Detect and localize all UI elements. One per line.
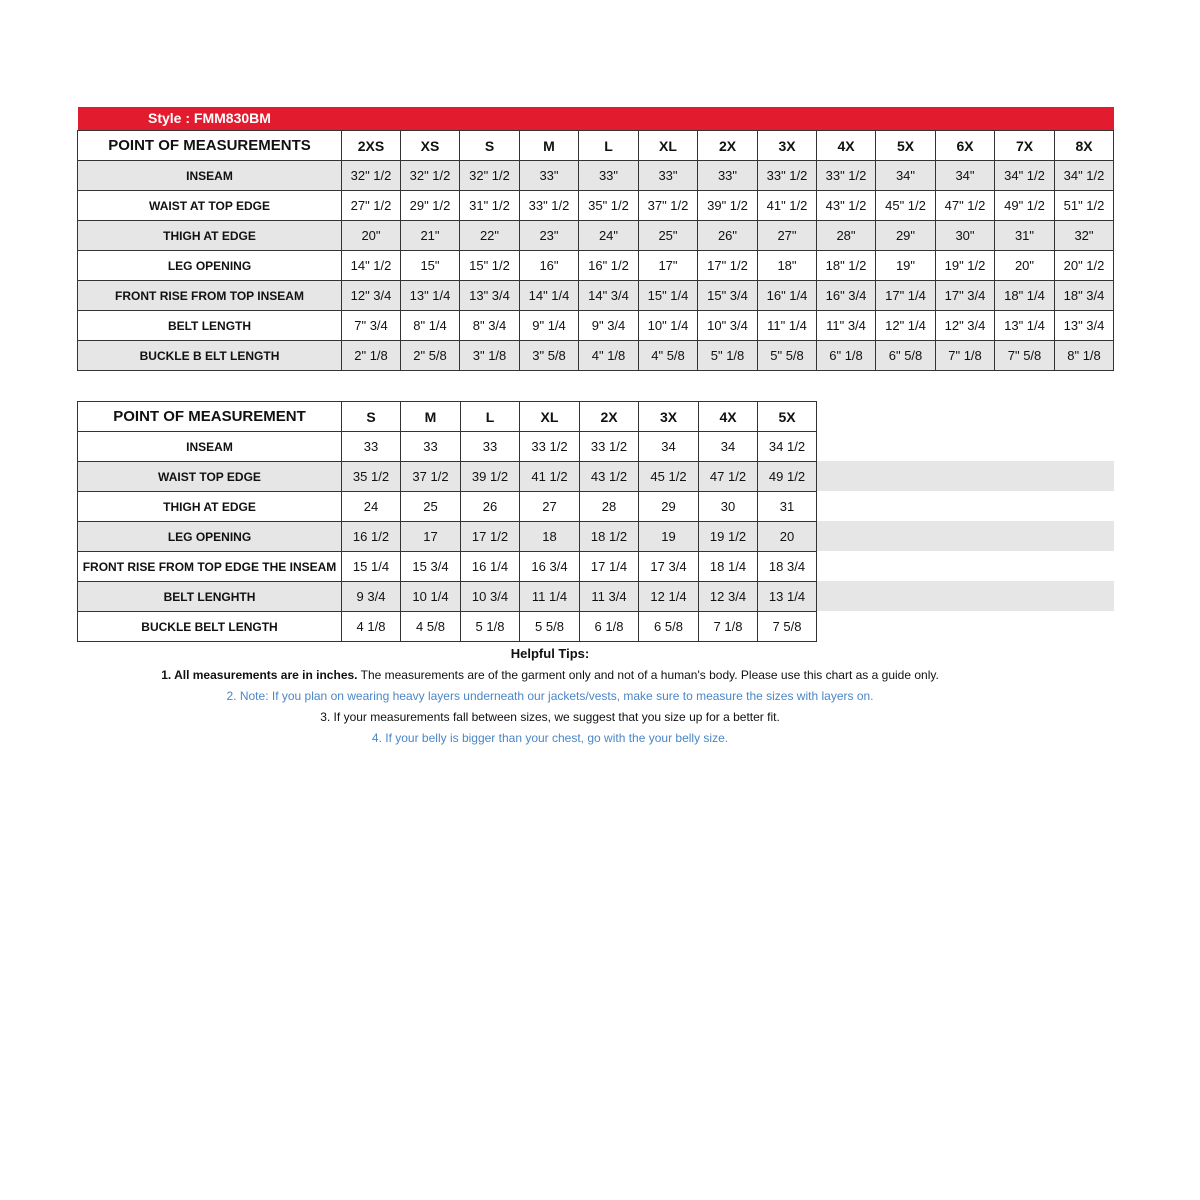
column-header-measurement: POINT OF MEASUREMENTS	[78, 131, 342, 161]
measurement-cell: 24"	[579, 221, 639, 251]
column-header-size: XS	[401, 131, 460, 161]
measurement-cell: 12 3/4	[699, 582, 758, 612]
tip-1-rest: The measurements are of the garment only and not of a human's body. Please use this chart as a guide only.	[357, 668, 939, 682]
measurement-cell: 33" 1/2	[520, 191, 579, 221]
column-header-measurement: POINT OF MEASUREMENT	[78, 402, 342, 432]
measurement-cell: 33" 1/2	[758, 161, 817, 191]
measurement-cell: 9" 3/4	[579, 311, 639, 341]
measurement-cell: 16 3/4	[520, 552, 580, 582]
measurement-cell: 7 5/8	[758, 612, 817, 642]
measurement-cell: 30	[699, 492, 758, 522]
measurement-cell: 17" 1/2	[698, 251, 758, 281]
measurement-cell: 34" 1/2	[995, 161, 1055, 191]
measurement-cell: 27	[520, 492, 580, 522]
table-row	[78, 281, 1114, 311]
row-label: FRONT RISE FROM TOP EDGE THE INSEAM	[78, 552, 342, 582]
tip-1	[0, 665, 1100, 686]
measurement-cell: 17"	[639, 251, 698, 281]
measurement-cell: 28	[580, 492, 639, 522]
column-header-size: XL	[520, 402, 580, 432]
measurement-cell: 33"	[639, 161, 698, 191]
measurement-cell: 15" 3/4	[698, 281, 758, 311]
measurement-cell: 12" 3/4	[342, 281, 401, 311]
measurement-cell: 9 3/4	[342, 582, 401, 612]
measurement-cell: 16" 1/4	[758, 281, 817, 311]
measurement-cell: 31" 1/2	[460, 191, 520, 221]
measurement-cell: 29	[639, 492, 699, 522]
measurement-cell: 18 1/4	[699, 552, 758, 582]
measurement-cell: 16" 3/4	[817, 281, 876, 311]
measurement-cell: 17 3/4	[639, 552, 699, 582]
measurement-cell: 33 1/2	[580, 432, 639, 462]
measurement-cell: 47 1/2	[699, 462, 758, 492]
table-row	[78, 552, 817, 582]
measurement-cell: 34"	[876, 161, 936, 191]
measurement-cell: 13" 1/4	[995, 311, 1055, 341]
measurement-cell: 15 1/4	[342, 552, 401, 582]
measurement-cell: 43" 1/2	[817, 191, 876, 221]
measurement-cell: 9" 1/4	[520, 311, 579, 341]
measurement-cell: 19" 1/2	[936, 251, 995, 281]
measurement-cell: 32"	[1055, 221, 1114, 251]
measurement-cell: 35 1/2	[342, 462, 401, 492]
column-header-size: 5X	[758, 402, 817, 432]
measurement-cell: 17 1/2	[461, 522, 520, 552]
table-row	[78, 221, 1114, 251]
column-header-size: 3X	[639, 402, 699, 432]
measurement-cell: 20"	[995, 251, 1055, 281]
measurement-cell: 30"	[936, 221, 995, 251]
measurement-cell: 5 1/8	[461, 612, 520, 642]
table-row	[78, 191, 1114, 221]
column-header-size: XL	[639, 131, 698, 161]
measurement-cell: 5" 1/8	[698, 341, 758, 371]
measurement-cell: 32" 1/2	[460, 161, 520, 191]
measurement-cell: 4 5/8	[401, 612, 461, 642]
measurement-cell: 34"	[936, 161, 995, 191]
tip-4: 4. If your belly is bigger than your chest, go with the your belly size.	[371, 731, 729, 745]
measurement-cell: 33"	[579, 161, 639, 191]
measurement-cell: 2" 1/8	[342, 341, 401, 371]
measurement-cell: 37" 1/2	[639, 191, 698, 221]
column-header-size: 6X	[936, 131, 995, 161]
measurement-cell: 25"	[639, 221, 698, 251]
measurement-cell: 16" 1/2	[579, 251, 639, 281]
measurement-cell: 12" 3/4	[936, 311, 995, 341]
measurement-cell: 15" 1/4	[639, 281, 698, 311]
row-label: WAIST AT TOP EDGE	[78, 191, 342, 221]
measurement-cell: 12 1/4	[639, 582, 699, 612]
measurement-cell: 14" 3/4	[579, 281, 639, 311]
measurement-cell: 20"	[342, 221, 401, 251]
measurement-cell: 26	[461, 492, 520, 522]
measurement-cell: 32" 1/2	[401, 161, 460, 191]
measurement-cell: 32" 1/2	[342, 161, 401, 191]
measurement-cell: 34" 1/2	[1055, 161, 1114, 191]
row-shade-extension	[817, 461, 1114, 491]
column-header-size: 5X	[876, 131, 936, 161]
measurement-cell: 18" 3/4	[1055, 281, 1114, 311]
row-label: BUCKLE BELT LENGTH	[78, 612, 342, 642]
measurement-cell: 34	[639, 432, 699, 462]
measurement-cell: 26"	[698, 221, 758, 251]
measurement-cell: 33"	[520, 161, 579, 191]
table-row	[78, 432, 817, 462]
measurement-cell: 17" 3/4	[936, 281, 995, 311]
measurement-cell: 18" 1/4	[995, 281, 1055, 311]
measurement-cell: 29"	[876, 221, 936, 251]
measurement-cell: 16 1/2	[342, 522, 401, 552]
measurement-cell: 18 1/2	[580, 522, 639, 552]
row-label: FRONT RISE FROM TOP INSEAM	[78, 281, 342, 311]
measurement-cell: 33	[401, 432, 461, 462]
measurement-cell: 10" 1/4	[639, 311, 698, 341]
table-row	[78, 492, 817, 522]
column-header-size: L	[579, 131, 639, 161]
measurement-cell: 39 1/2	[461, 462, 520, 492]
measurement-cell: 51" 1/2	[1055, 191, 1114, 221]
measurement-cell: 33"	[698, 161, 758, 191]
measurement-cell: 47" 1/2	[936, 191, 995, 221]
row-label: BUCKLE B ELT LENGTH	[78, 341, 342, 371]
measurement-cell: 33 1/2	[520, 432, 580, 462]
column-header-size: S	[460, 131, 520, 161]
measurement-cell: 11 1/4	[520, 582, 580, 612]
measurement-cell: 34 1/2	[758, 432, 817, 462]
row-shade-extension	[817, 581, 1114, 611]
measurement-cell: 3" 1/8	[460, 341, 520, 371]
measurement-cell: 28"	[817, 221, 876, 251]
style-label: Style : FMM830BM	[148, 110, 271, 126]
measurement-cell: 15 3/4	[401, 552, 461, 582]
table-row	[78, 582, 817, 612]
measurement-cell: 13" 3/4	[460, 281, 520, 311]
measurement-cell: 19"	[876, 251, 936, 281]
header-row	[78, 131, 1114, 161]
measurement-cell: 13" 1/4	[401, 281, 460, 311]
measurement-cell: 13" 3/4	[1055, 311, 1114, 341]
measurement-cell: 17	[401, 522, 461, 552]
measurement-cell: 6" 5/8	[876, 341, 936, 371]
measurement-cell: 18	[520, 522, 580, 552]
measurement-cell: 49 1/2	[758, 462, 817, 492]
measurement-cell: 5" 5/8	[758, 341, 817, 371]
measurement-cell: 16"	[520, 251, 579, 281]
measurement-cell: 10" 3/4	[698, 311, 758, 341]
column-header-size: 2XS	[342, 131, 401, 161]
measurement-cell: 43 1/2	[580, 462, 639, 492]
row-label: LEG OPENING	[78, 251, 342, 281]
measurement-cell: 11" 3/4	[817, 311, 876, 341]
measurement-cell: 19 1/2	[699, 522, 758, 552]
row-label: BELT LENGTH	[78, 311, 342, 341]
measurement-cell: 18" 1/2	[817, 251, 876, 281]
size-chart-table-1	[77, 130, 1114, 371]
measurement-cell: 7" 5/8	[995, 341, 1055, 371]
table-row	[78, 161, 1114, 191]
measurement-cell: 2" 5/8	[401, 341, 460, 371]
table-row	[78, 612, 817, 642]
measurement-cell: 19	[639, 522, 699, 552]
measurement-cell: 49" 1/2	[995, 191, 1055, 221]
column-header-size: 4X	[817, 131, 876, 161]
table-row	[78, 251, 1114, 281]
column-header-size: 4X	[699, 402, 758, 432]
tip-2: 2. Note: If you plan on wearing heavy layers underneath our jackets/vests, make sure to measure the sizes with layers on.	[226, 689, 874, 703]
measurement-cell: 33	[342, 432, 401, 462]
row-label: INSEAM	[78, 161, 342, 191]
tips-title: Helpful Tips:	[510, 646, 590, 661]
measurement-cell: 18"	[758, 251, 817, 281]
measurement-cell: 17 1/4	[580, 552, 639, 582]
column-header-size: 2X	[698, 131, 758, 161]
measurement-cell: 11" 1/4	[758, 311, 817, 341]
measurement-cell: 6" 1/8	[817, 341, 876, 371]
measurement-cell: 4" 1/8	[579, 341, 639, 371]
measurement-cell: 12" 1/4	[876, 311, 936, 341]
measurement-cell: 18 3/4	[758, 552, 817, 582]
measurement-cell: 24	[342, 492, 401, 522]
measurement-cell: 25	[401, 492, 461, 522]
tip-1-bold: 1. All measurements are in inches.	[161, 668, 358, 682]
column-header-size: 8X	[1055, 131, 1114, 161]
measurement-cell: 17" 1/4	[876, 281, 936, 311]
measurement-cell: 45" 1/2	[876, 191, 936, 221]
measurement-cell: 22"	[460, 221, 520, 251]
measurement-cell: 27" 1/2	[342, 191, 401, 221]
table-row	[78, 311, 1114, 341]
measurement-cell: 31"	[995, 221, 1055, 251]
measurement-cell: 16 1/4	[461, 552, 520, 582]
column-header-size: M	[401, 402, 461, 432]
measurement-cell: 37 1/2	[401, 462, 461, 492]
row-label: INSEAM	[78, 432, 342, 462]
row-label: THIGH AT EDGE	[78, 221, 342, 251]
measurement-cell: 6 5/8	[639, 612, 699, 642]
measurement-cell: 10 3/4	[461, 582, 520, 612]
column-header-size: 3X	[758, 131, 817, 161]
column-header-size: S	[342, 402, 401, 432]
row-shade-extension	[817, 521, 1114, 551]
measurement-cell: 31	[758, 492, 817, 522]
measurement-cell: 45 1/2	[639, 462, 699, 492]
measurement-cell: 4 1/8	[342, 612, 401, 642]
row-label: WAIST TOP EDGE	[78, 462, 342, 492]
measurement-cell: 33" 1/2	[817, 161, 876, 191]
measurement-cell: 35" 1/2	[579, 191, 639, 221]
table-row	[78, 462, 817, 492]
measurement-cell: 33	[461, 432, 520, 462]
header-row	[78, 402, 817, 432]
measurement-cell: 29" 1/2	[401, 191, 460, 221]
row-label: LEG OPENING	[78, 522, 342, 552]
measurement-cell: 7" 3/4	[342, 311, 401, 341]
measurement-cell: 10 1/4	[401, 582, 461, 612]
measurement-cell: 20" 1/2	[1055, 251, 1114, 281]
measurement-cell: 14" 1/2	[342, 251, 401, 281]
measurement-cell: 39" 1/2	[698, 191, 758, 221]
measurement-cell: 15"	[401, 251, 460, 281]
measurement-cell: 23"	[520, 221, 579, 251]
helpful-tips	[0, 646, 1100, 749]
measurement-cell: 15" 1/2	[460, 251, 520, 281]
style-header-bar	[78, 107, 1114, 130]
table-row	[78, 522, 817, 552]
measurement-cell: 7" 1/8	[936, 341, 995, 371]
column-header-size: L	[461, 402, 520, 432]
row-label: BELT LENGHTH	[78, 582, 342, 612]
measurement-cell: 4" 5/8	[639, 341, 698, 371]
measurement-cell: 27"	[758, 221, 817, 251]
measurement-cell: 41" 1/2	[758, 191, 817, 221]
measurement-cell: 41 1/2	[520, 462, 580, 492]
size-chart-table-2	[77, 401, 817, 642]
measurement-cell: 5 5/8	[520, 612, 580, 642]
column-header-size: M	[520, 131, 579, 161]
measurement-cell: 13 1/4	[758, 582, 817, 612]
measurement-cell: 3" 5/8	[520, 341, 579, 371]
measurement-cell: 7 1/8	[699, 612, 758, 642]
tip-3: 3. If your measurements fall between sizes, we suggest that you size up for a better fit.	[320, 710, 780, 724]
measurement-cell: 8" 1/4	[401, 311, 460, 341]
measurement-cell: 6 1/8	[580, 612, 639, 642]
measurement-cell: 20	[758, 522, 817, 552]
measurement-cell: 11 3/4	[580, 582, 639, 612]
measurement-cell: 8" 1/8	[1055, 341, 1114, 371]
measurement-cell: 8" 3/4	[460, 311, 520, 341]
measurement-cell: 34	[699, 432, 758, 462]
measurement-cell: 14" 1/4	[520, 281, 579, 311]
measurement-cell: 21"	[401, 221, 460, 251]
column-header-size: 7X	[995, 131, 1055, 161]
row-label: THIGH AT EDGE	[78, 492, 342, 522]
table-row	[78, 341, 1114, 371]
column-header-size: 2X	[580, 402, 639, 432]
